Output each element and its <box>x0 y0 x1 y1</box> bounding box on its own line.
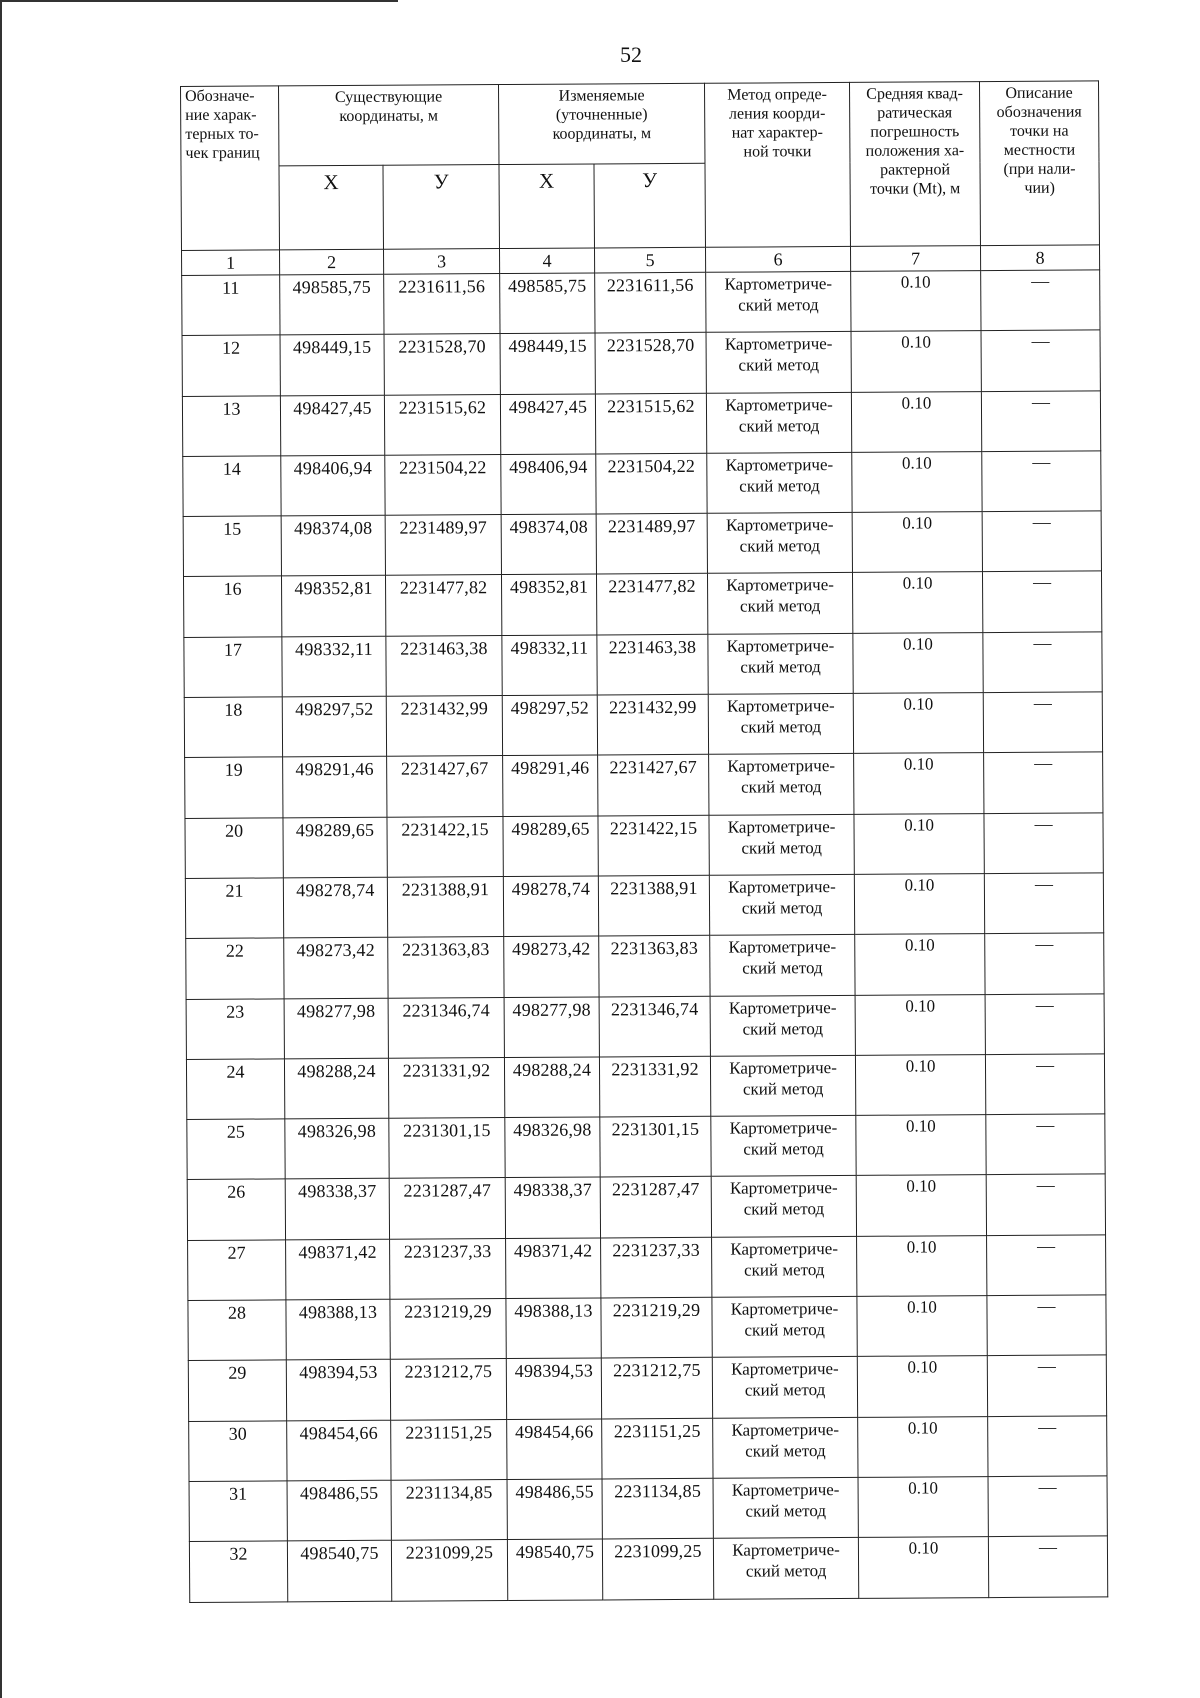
existing-x-cell: 498388,13 <box>286 1299 390 1360</box>
existing-x-cell: 498374,08 <box>281 515 385 576</box>
description-cell: — <box>983 632 1102 693</box>
description-cell: — <box>985 1054 1104 1115</box>
existing-y-cell: 2231528,70 <box>384 334 500 395</box>
existing-y-cell: 2231212,75 <box>390 1359 506 1420</box>
table-row <box>187 1114 1105 1180</box>
description-cell: — <box>981 330 1100 391</box>
changed-y-cell: 2231363,83 <box>599 936 710 997</box>
table-row <box>186 1054 1104 1120</box>
changed-x-cell: 498454,66 <box>507 1419 602 1480</box>
error-cell: 0.10 <box>855 934 985 995</box>
point-id-cell: 27 <box>188 1240 286 1301</box>
coordinates-table <box>180 80 1108 1602</box>
table-row <box>189 1416 1107 1482</box>
table-row <box>182 330 1100 396</box>
existing-y-cell: 2231287,47 <box>389 1178 505 1239</box>
changed-y-cell: 2231515,62 <box>595 393 706 454</box>
table-row <box>185 813 1103 879</box>
table-row <box>187 1174 1105 1240</box>
changed-x-cell: 498288,24 <box>504 1057 599 1118</box>
error-cell: 0.10 <box>856 1115 986 1176</box>
method-cell: Картометриче- ский метод <box>707 452 852 513</box>
method-cell: Картометриче- ский метод <box>708 633 853 694</box>
table-row <box>182 270 1100 336</box>
table-body <box>182 270 1108 1602</box>
description-cell: — <box>983 692 1102 753</box>
description-cell: — <box>987 1295 1106 1356</box>
method-cell: Картометриче- ский метод <box>711 1176 856 1237</box>
coordinates-table-wrapper <box>180 80 1107 1602</box>
description-cell: — <box>987 1355 1106 1416</box>
error-cell: 0.10 <box>858 1537 988 1598</box>
point-id-cell: 26 <box>187 1179 285 1240</box>
point-id-cell: 14 <box>183 456 281 517</box>
method-cell: Картометриче- ский метод <box>709 814 854 875</box>
existing-y-cell: 2231477,82 <box>385 575 501 636</box>
point-id-cell: 18 <box>184 697 282 758</box>
table-row <box>184 692 1102 758</box>
existing-x-cell: 498486,55 <box>287 1480 391 1541</box>
error-cell: 0.10 <box>855 994 985 1055</box>
header-x-existing: X <box>279 165 384 250</box>
error-cell: 0.10 <box>854 753 984 814</box>
table-row <box>184 632 1102 698</box>
existing-y-cell: 2231432,99 <box>386 696 502 757</box>
method-cell: Картометриче- ский метод <box>707 513 852 574</box>
error-cell: 0.10 <box>854 874 984 935</box>
description-cell: — <box>984 813 1103 874</box>
method-cell: Картометриче- ский метод <box>708 573 853 634</box>
existing-x-cell: 498540,75 <box>287 1540 391 1601</box>
existing-x-cell: 498332,11 <box>282 636 386 697</box>
column-number: 2 <box>280 249 384 275</box>
point-id-cell: 17 <box>184 637 282 698</box>
method-cell: Картометриче- ский метод <box>713 1477 858 1538</box>
page-edge-left <box>0 0 2 1698</box>
changed-x-cell: 498277,98 <box>504 997 599 1058</box>
method-cell: Картометриче- ский метод <box>710 995 855 1056</box>
changed-y-cell: 2231504,22 <box>596 453 707 514</box>
method-cell: Картометриче- ский метод <box>712 1296 857 1357</box>
description-cell: — <box>988 1536 1107 1597</box>
existing-y-cell: 2231346,74 <box>388 997 504 1058</box>
method-cell: Картометриче- ский метод <box>712 1236 857 1297</box>
existing-x-cell: 498406,94 <box>281 455 385 516</box>
changed-y-cell: 2231422,15 <box>598 815 709 876</box>
table-row <box>183 451 1101 517</box>
error-cell: 0.10 <box>858 1416 988 1477</box>
existing-y-cell: 2231099,25 <box>391 1540 507 1601</box>
method-cell: Картометриче- ский метод <box>711 1116 856 1177</box>
changed-x-cell: 498406,94 <box>501 454 596 515</box>
point-id-cell: 31 <box>189 1481 287 1542</box>
description-cell: — <box>988 1416 1107 1477</box>
description-cell: — <box>981 270 1100 331</box>
changed-x-cell: 498289,65 <box>503 816 598 877</box>
changed-x-cell: 498394,53 <box>506 1358 601 1419</box>
existing-x-cell: 498338,37 <box>285 1179 389 1240</box>
description-cell: — <box>982 451 1101 512</box>
existing-y-cell: 2231151,25 <box>391 1419 507 1480</box>
header-point-id: Обозначе- ние харак- терных то- чек границ <box>181 86 280 251</box>
method-cell: Картометриче- ский метод <box>710 1055 855 1116</box>
table-row <box>183 571 1101 637</box>
existing-y-cell: 2231134,85 <box>391 1479 507 1540</box>
error-cell: 0.10 <box>853 632 983 693</box>
error-cell: 0.10 <box>858 1477 988 1538</box>
point-id-cell: 20 <box>185 818 283 879</box>
table-row <box>186 933 1104 999</box>
error-cell: 0.10 <box>854 813 984 874</box>
description-cell: — <box>985 993 1104 1054</box>
point-id-cell: 22 <box>186 938 284 999</box>
header-description: Описание обозначения точки на местности (при нали- чии) <box>980 81 1100 246</box>
existing-x-cell: 498449,15 <box>280 335 384 396</box>
method-cell: Картометриче- ский метод <box>709 754 854 815</box>
changed-x-cell: 498540,75 <box>507 1539 602 1600</box>
error-cell: 0.10 <box>851 391 981 452</box>
existing-y-cell: 2231611,56 <box>384 274 500 335</box>
method-cell: Картометриче- ский метод <box>706 271 851 332</box>
existing-x-cell: 498454,66 <box>287 1420 391 1481</box>
changed-y-cell: 2231388,91 <box>598 875 709 936</box>
error-cell: 0.10 <box>852 512 982 573</box>
changed-y-cell: 2231489,97 <box>596 513 707 574</box>
point-id-cell: 11 <box>182 275 280 336</box>
table-row <box>189 1536 1107 1602</box>
changed-x-cell: 498388,13 <box>506 1298 601 1359</box>
description-cell: — <box>988 1476 1107 1537</box>
method-cell: Картометриче- ский метод <box>708 693 853 754</box>
existing-y-cell: 2231504,22 <box>385 454 501 515</box>
point-id-cell: 19 <box>185 757 283 818</box>
error-cell: 0.10 <box>857 1235 987 1296</box>
existing-x-cell: 498291,46 <box>283 757 387 818</box>
changed-y-cell: 2231331,92 <box>599 1056 710 1117</box>
method-cell: Картометриче- ский метод <box>712 1357 857 1418</box>
point-id-cell: 29 <box>188 1360 286 1421</box>
changed-x-cell: 498338,37 <box>505 1177 600 1238</box>
description-cell: — <box>981 390 1100 451</box>
changed-x-cell: 498273,42 <box>504 936 599 997</box>
table-row <box>188 1295 1106 1361</box>
changed-y-cell: 2231301,15 <box>600 1116 711 1177</box>
point-id-cell: 30 <box>189 1421 287 1482</box>
column-number: 8 <box>981 245 1100 271</box>
error-cell: 0.10 <box>853 693 983 754</box>
method-cell: Картометриче- ский метод <box>706 332 851 393</box>
changed-y-cell: 2231237,33 <box>601 1237 712 1298</box>
description-cell: — <box>986 1114 1105 1175</box>
point-id-cell: 28 <box>188 1300 286 1361</box>
existing-y-cell: 2231219,29 <box>390 1299 506 1360</box>
changed-x-cell: 498585,75 <box>500 273 595 334</box>
point-id-cell: 13 <box>182 395 280 456</box>
error-cell: 0.10 <box>856 1175 986 1236</box>
point-id-cell: 15 <box>183 516 281 577</box>
changed-y-cell: 2231346,74 <box>599 996 710 1057</box>
changed-x-cell: 498278,74 <box>503 876 598 937</box>
existing-x-cell: 498352,81 <box>281 576 385 637</box>
point-id-cell: 21 <box>185 878 283 939</box>
error-cell: 0.10 <box>857 1296 987 1357</box>
existing-x-cell: 498394,53 <box>286 1360 390 1421</box>
point-id-cell: 23 <box>186 998 284 1059</box>
changed-x-cell: 498297,52 <box>502 695 597 756</box>
point-id-cell: 24 <box>186 1059 284 1120</box>
existing-x-cell: 498297,52 <box>282 696 386 757</box>
changed-x-cell: 498326,98 <box>505 1117 600 1178</box>
header-x-changed: X <box>499 164 595 249</box>
table-row <box>185 752 1103 818</box>
changed-x-cell: 498371,42 <box>506 1238 601 1299</box>
column-number: 1 <box>182 250 280 276</box>
point-id-cell: 25 <box>187 1119 285 1180</box>
existing-x-cell: 498278,74 <box>283 877 387 938</box>
header-error: Средняя квад- ратическая погрешность положения ха- рактерной точки (Mt), м <box>850 82 981 247</box>
changed-y-cell: 2231427,67 <box>598 755 709 816</box>
header-changed-coordinates: Изменяемые (уточненные) координаты, м <box>499 83 706 164</box>
existing-y-cell: 2231331,92 <box>388 1057 504 1118</box>
method-cell: Картометриче- ский метод <box>709 874 854 935</box>
error-cell: 0.10 <box>853 572 983 633</box>
point-id-cell: 12 <box>182 335 280 396</box>
changed-x-cell: 498449,15 <box>500 333 595 394</box>
description-cell: — <box>985 933 1104 994</box>
changed-x-cell: 498374,08 <box>501 514 596 575</box>
existing-x-cell: 498585,75 <box>280 274 384 335</box>
table-row <box>182 390 1100 456</box>
method-cell: Картометриче- ский метод <box>713 1417 858 1478</box>
point-id-cell: 16 <box>183 576 281 637</box>
column-number: 7 <box>851 246 981 272</box>
error-cell: 0.10 <box>857 1356 987 1417</box>
existing-x-cell: 498273,42 <box>284 938 388 999</box>
column-number: 6 <box>706 246 851 272</box>
header-y-existing: У <box>383 165 500 250</box>
changed-x-cell: 498332,11 <box>502 635 597 696</box>
existing-y-cell: 2231489,97 <box>385 515 501 576</box>
error-cell: 0.10 <box>852 451 982 512</box>
description-cell: — <box>983 571 1102 632</box>
existing-x-cell: 498288,24 <box>284 1058 388 1119</box>
existing-y-cell: 2231237,33 <box>390 1238 506 1299</box>
changed-y-cell: 2231477,82 <box>597 574 708 635</box>
description-cell: — <box>984 752 1103 813</box>
header-method: Метод опреде- ления коорди- нат характер- ной точки <box>705 82 851 247</box>
method-cell: Картометриче- ский метод <box>713 1538 858 1599</box>
table-row <box>188 1235 1106 1301</box>
changed-y-cell: 2231219,29 <box>601 1297 712 1358</box>
description-cell: — <box>986 1174 1105 1235</box>
method-cell: Картометриче- ский метод <box>710 935 855 996</box>
changed-y-cell: 2231463,38 <box>597 634 708 695</box>
changed-y-cell: 2231611,56 <box>595 272 706 333</box>
existing-x-cell: 498289,65 <box>283 817 387 878</box>
error-cell: 0.10 <box>851 271 981 332</box>
existing-y-cell: 2231515,62 <box>384 394 500 455</box>
changed-y-cell: 2231432,99 <box>597 694 708 755</box>
method-cell: Картометриче- ский метод <box>706 392 851 453</box>
error-cell: 0.10 <box>851 331 981 392</box>
changed-x-cell: 498427,45 <box>500 394 595 455</box>
page-edge-top <box>0 0 398 2</box>
page-number: 52 <box>620 42 642 67</box>
column-number: 3 <box>384 249 500 275</box>
changed-y-cell: 2231151,25 <box>602 1418 713 1479</box>
changed-x-cell: 498291,46 <box>503 755 598 816</box>
existing-y-cell: 2231301,15 <box>389 1118 505 1179</box>
table-row <box>186 993 1104 1059</box>
existing-y-cell: 2231427,67 <box>387 756 503 817</box>
existing-x-cell: 498371,42 <box>286 1239 390 1300</box>
existing-x-cell: 498277,98 <box>284 998 388 1059</box>
existing-y-cell: 2231363,83 <box>388 937 504 998</box>
column-number: 4 <box>500 248 595 274</box>
changed-y-cell: 2231528,70 <box>595 333 706 394</box>
changed-y-cell: 2231212,75 <box>601 1358 712 1419</box>
error-cell: 0.10 <box>855 1054 985 1115</box>
existing-x-cell: 498427,45 <box>280 395 384 456</box>
changed-y-cell: 2231099,25 <box>602 1539 713 1600</box>
changed-y-cell: 2231134,85 <box>602 1478 713 1539</box>
table-row <box>188 1355 1106 1421</box>
existing-y-cell: 2231463,38 <box>386 635 502 696</box>
description-cell: — <box>984 873 1103 934</box>
changed-x-cell: 498352,81 <box>502 574 597 635</box>
changed-x-cell: 498486,55 <box>507 1479 602 1540</box>
table-row <box>185 873 1103 939</box>
header-y-changed: У <box>594 163 706 248</box>
existing-y-cell: 2231422,15 <box>387 816 503 877</box>
description-cell: — <box>987 1235 1106 1296</box>
point-id-cell: 32 <box>189 1541 287 1602</box>
column-number: 5 <box>595 247 706 273</box>
existing-x-cell: 498326,98 <box>285 1118 389 1179</box>
description-cell: — <box>982 511 1101 572</box>
table-row <box>189 1476 1107 1542</box>
header-existing-coordinates: Существующие координаты, м <box>279 85 500 166</box>
existing-y-cell: 2231388,91 <box>387 877 503 938</box>
changed-y-cell: 2231287,47 <box>600 1177 711 1238</box>
table-row <box>183 511 1101 577</box>
